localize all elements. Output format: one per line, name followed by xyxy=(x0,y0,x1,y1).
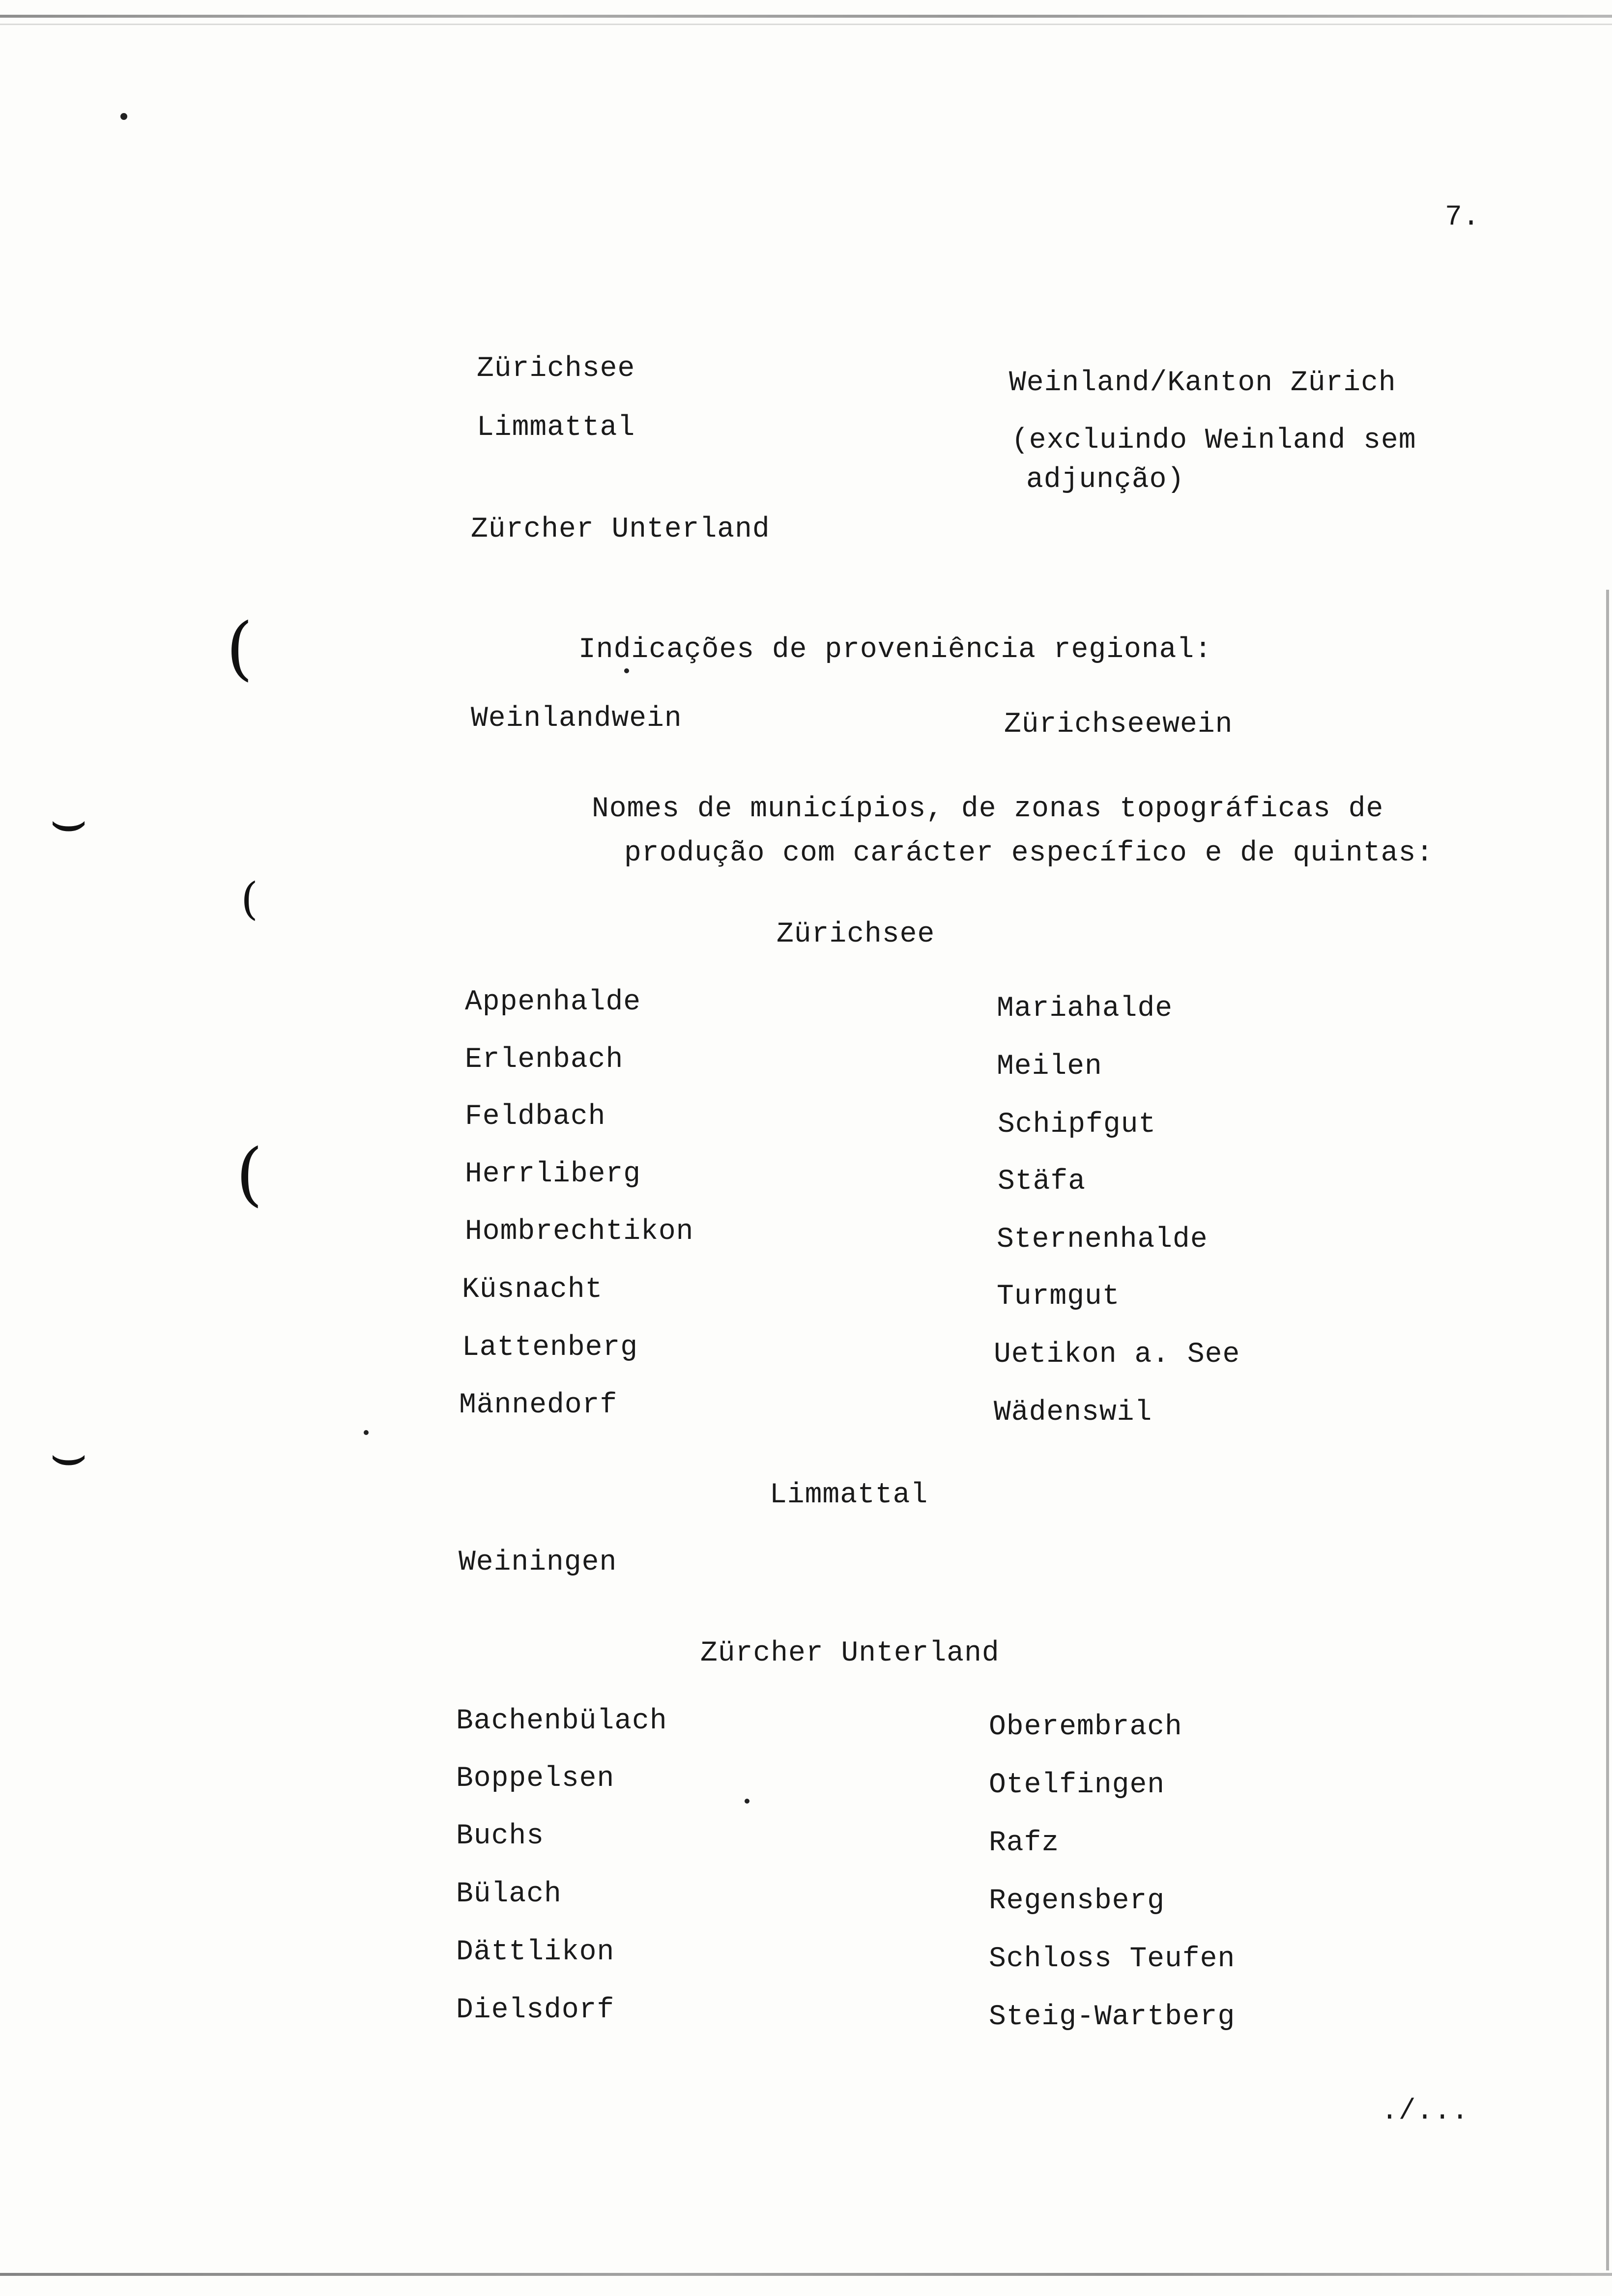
names-heading-line: produção com carácter específico e de quintas: xyxy=(624,837,1434,869)
list-item: Männedorf xyxy=(459,1389,618,1421)
list-item: Bülach xyxy=(456,1878,562,1910)
section-title: Limmattal xyxy=(770,1479,928,1511)
header-right-line: Weinland/Kanton Zürich xyxy=(1009,367,1396,399)
list-item: Boppelsen xyxy=(456,1763,615,1795)
list-item: Bachenbülach xyxy=(456,1705,667,1737)
margin-curl-mark: ⌣ xyxy=(49,786,88,855)
top-scan-edge-secondary xyxy=(0,24,1612,25)
list-item: Regensberg xyxy=(989,1885,1165,1917)
speck-mark xyxy=(624,668,629,673)
list-item: Buchs xyxy=(456,1820,545,1852)
list-item: Hombrechtikon xyxy=(465,1216,694,1248)
names-heading-line: Nomes de municípios, de zonas topográficas de xyxy=(592,793,1384,825)
list-item: Feldbach xyxy=(465,1101,606,1133)
list-item: Appenhalde xyxy=(465,986,641,1018)
speck-mark xyxy=(120,113,127,120)
section-title: Zürichsee xyxy=(777,918,935,950)
list-item: Oberembrach xyxy=(989,1711,1182,1743)
list-item: Lattenberg xyxy=(462,1332,638,1364)
section-title: Zürcher Unterland xyxy=(700,1637,1000,1669)
regional-right: Zürichseewein xyxy=(1004,709,1233,741)
list-item: Otelfingen xyxy=(989,1769,1165,1801)
margin-curl-mark: ⌣ xyxy=(49,1420,88,1489)
top-scan-edge xyxy=(0,15,1612,18)
list-item: Stäfa xyxy=(998,1166,1086,1198)
speck-mark xyxy=(745,1799,749,1804)
list-item: Dättlikon xyxy=(456,1936,615,1968)
list-item: Schipfgut xyxy=(998,1109,1156,1141)
list-item: Rafz xyxy=(989,1827,1060,1859)
right-scan-edge xyxy=(1606,590,1609,2270)
header-left-line: Zürcher Unterland xyxy=(471,514,770,545)
list-item: Turmgut xyxy=(997,1281,1120,1313)
list-item: Herrliberg xyxy=(465,1158,641,1190)
margin-bracket-mark: ( xyxy=(226,608,253,689)
list-item: Wädenswil xyxy=(994,1397,1152,1429)
list-item: Erlenbach xyxy=(465,1044,624,1076)
list-item: Meilen xyxy=(997,1051,1102,1083)
bottom-scan-edge xyxy=(0,2273,1612,2276)
speck-mark xyxy=(364,1430,369,1435)
header-left-line: Limmattal xyxy=(477,412,635,444)
list-item: Schloss Teufen xyxy=(989,1943,1236,1975)
margin-bracket-mark: ( xyxy=(241,873,259,925)
list-item: Weiningen xyxy=(459,1547,617,1578)
regional-left: Weinlandwein xyxy=(471,703,682,735)
list-item: Mariahalde xyxy=(997,993,1173,1025)
regional-heading: Indicações de proveniência regional: xyxy=(578,634,1212,666)
header-right-line: adjunção) xyxy=(1026,464,1185,496)
continuation-mark: ./... xyxy=(1381,2095,1469,2127)
margin-bracket-mark: ( xyxy=(236,1134,263,1214)
header-left-line: Zürichsee xyxy=(477,353,635,385)
list-item: Dielsdorf xyxy=(456,1994,615,2026)
list-item: Uetikon a. See xyxy=(994,1339,1240,1371)
list-item: Steig-Wartberg xyxy=(989,2001,1236,2033)
list-item: Küsnacht xyxy=(462,1274,603,1306)
page-number: 7. xyxy=(1445,201,1480,233)
header-right-line: (excluindo Weinland sem xyxy=(1011,425,1416,457)
list-item: Sternenhalde xyxy=(997,1224,1208,1256)
